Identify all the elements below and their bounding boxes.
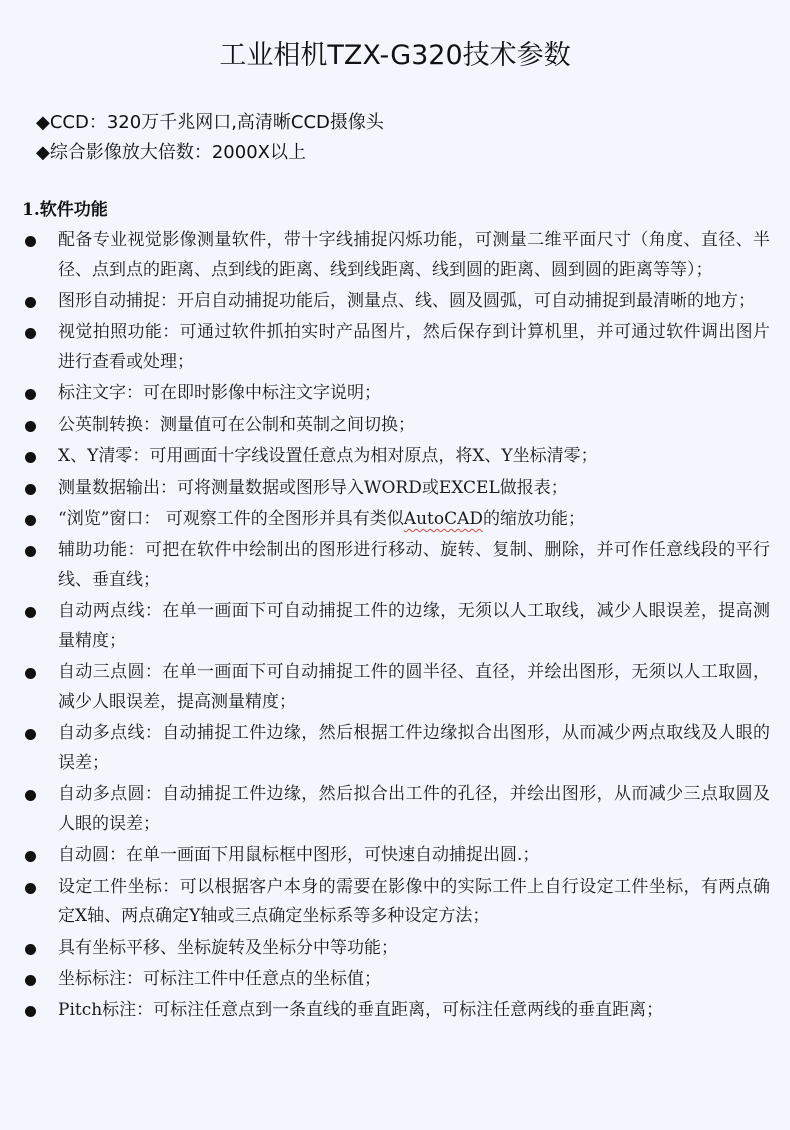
bullet-icon bbox=[25, 975, 36, 986]
list-item bbox=[22, 379, 770, 409]
spec-line-ccd: ◆CCD：320万千兆网口,高清晰CCD摄像头 bbox=[36, 112, 384, 133]
bullet-icon bbox=[25, 389, 36, 400]
list-item-text: 视觉拍照功能：可通过软件抓拍实时产品图片，然后保存到计算机里，并可通过软件调出图片进行查看或处理； bbox=[58, 322, 770, 372]
list-item-text: 公英制转换：测量值可在公制和英制之间切换； bbox=[58, 414, 415, 435]
list-item bbox=[22, 442, 770, 472]
list-item bbox=[22, 505, 770, 535]
bullet-icon bbox=[25, 421, 36, 432]
page-title: 工业相机TZX-G320技术参数 bbox=[219, 40, 571, 71]
spec-summary bbox=[36, 108, 384, 168]
list-item bbox=[22, 719, 770, 778]
list-item bbox=[22, 873, 770, 932]
list-item bbox=[22, 536, 770, 595]
list-item-text: 自动两点线：在单一画面下可自动捕捉工件的边缘，无须以人工取线，减少人眼误差，提高测量精度； bbox=[58, 601, 770, 651]
bullet-icon bbox=[25, 607, 36, 618]
list-item bbox=[22, 841, 770, 871]
list-item-text: 设定工件坐标：可以根据客户本身的需要在影像中的实际工件上自行设定工件坐标，有两点确定X轴、两点确定Y轴或三点确定坐标系等多种设定方法； bbox=[58, 876, 770, 927]
list-item-text: 自动圆：在单一画面下用鼠标框中图形，可快速自动捕捉出圆.； bbox=[58, 845, 540, 866]
bullet-icon bbox=[25, 851, 36, 862]
bullet-icon bbox=[25, 236, 36, 247]
list-item bbox=[22, 318, 770, 377]
list-item-text: “浏览”窗口： 可观察工件的全图形并具有类似AutoCAD的缩放功能； bbox=[58, 508, 586, 529]
bullet-icon bbox=[25, 883, 36, 894]
list-item-text: 自动多点圆：自动捕捉工件边缘，然后拟合出工件的孔径，并绘出图形，从而减少三点取圆及人眼的误差； bbox=[58, 784, 770, 834]
bullet-icon bbox=[25, 452, 36, 463]
list-item bbox=[22, 597, 770, 656]
list-item-text: 坐标标注：可标注工件中任意点的坐标值； bbox=[58, 969, 381, 989]
list-item-text: 自动三点圆：在单一画面下可自动捕捉工件的圆半径、直径，并绘出图形，无须以人工取圆，减少人眼误差，提高测量精度； bbox=[58, 662, 770, 712]
bullet-icon bbox=[25, 328, 36, 339]
list-item-text: 自动多点线：自动捕捉工件边缘，然后根据工件边缘拟合出图形，从而减少两点取线及人眼的误差； bbox=[58, 723, 770, 773]
list-item-text: 标注文字：可在即时影像中标注文字说明； bbox=[58, 383, 381, 404]
feature-list bbox=[22, 226, 770, 1028]
bullet-icon bbox=[25, 790, 36, 801]
list-item-text: 具有坐标平移、坐标旋转及坐标分中等功能； bbox=[58, 937, 398, 958]
bullet-icon bbox=[25, 515, 36, 526]
bullet-icon bbox=[25, 546, 36, 557]
list-item bbox=[22, 965, 770, 995]
spec-line-magnification: ◆综合影像放大倍数：2000X以上 bbox=[36, 142, 306, 163]
bullet-icon bbox=[25, 484, 36, 495]
bullet-icon bbox=[25, 1006, 36, 1017]
bullet-icon bbox=[25, 729, 36, 740]
list-item bbox=[22, 996, 770, 1026]
list-item-text: 配备专业视觉影像测量软件，带十字线捕捉闪烁功能，可测量二维平面尺寸（角度、直径、半径、点到点的距离、点到线的距离、线到线距离、线到圆的距离、圆到圆的距离等等）； bbox=[58, 230, 770, 280]
list-item bbox=[22, 780, 770, 839]
list-item-text: 辅助功能：可把在软件中绘制出的图形进行移动、旋转、复制、删除，并可作任意线段的平行线、垂直线； bbox=[58, 540, 770, 590]
spellcheck-underline: AutoCAD bbox=[403, 508, 484, 529]
list-item bbox=[22, 658, 770, 717]
list-item bbox=[22, 934, 770, 964]
bullet-icon bbox=[25, 668, 36, 679]
list-item-text: 测量数据输出：可将测量数据或图形导入WORD或EXCEL做报表； bbox=[58, 477, 568, 498]
list-item bbox=[22, 411, 770, 441]
list-item bbox=[22, 474, 770, 504]
list-item-text: X、Y清零：可用画面十字线设置任意点为相对原点，将X、Y坐标清零； bbox=[58, 446, 598, 467]
list-item bbox=[22, 226, 770, 285]
list-item-text: Pitch标注：可标注任意点到一条直线的垂直距离，可标注任意两线的垂直距离； bbox=[58, 1000, 664, 1021]
list-item bbox=[22, 287, 770, 317]
bullet-icon bbox=[25, 944, 36, 955]
section-heading-software-features: 1.软件功能 bbox=[22, 200, 108, 220]
bullet-icon bbox=[25, 297, 36, 308]
list-item-text: 图形自动捕捉：开启自动捕捉功能后，测量点、线、圆及圆弧，可自动捕捉到最清晰的地方； bbox=[58, 290, 755, 311]
